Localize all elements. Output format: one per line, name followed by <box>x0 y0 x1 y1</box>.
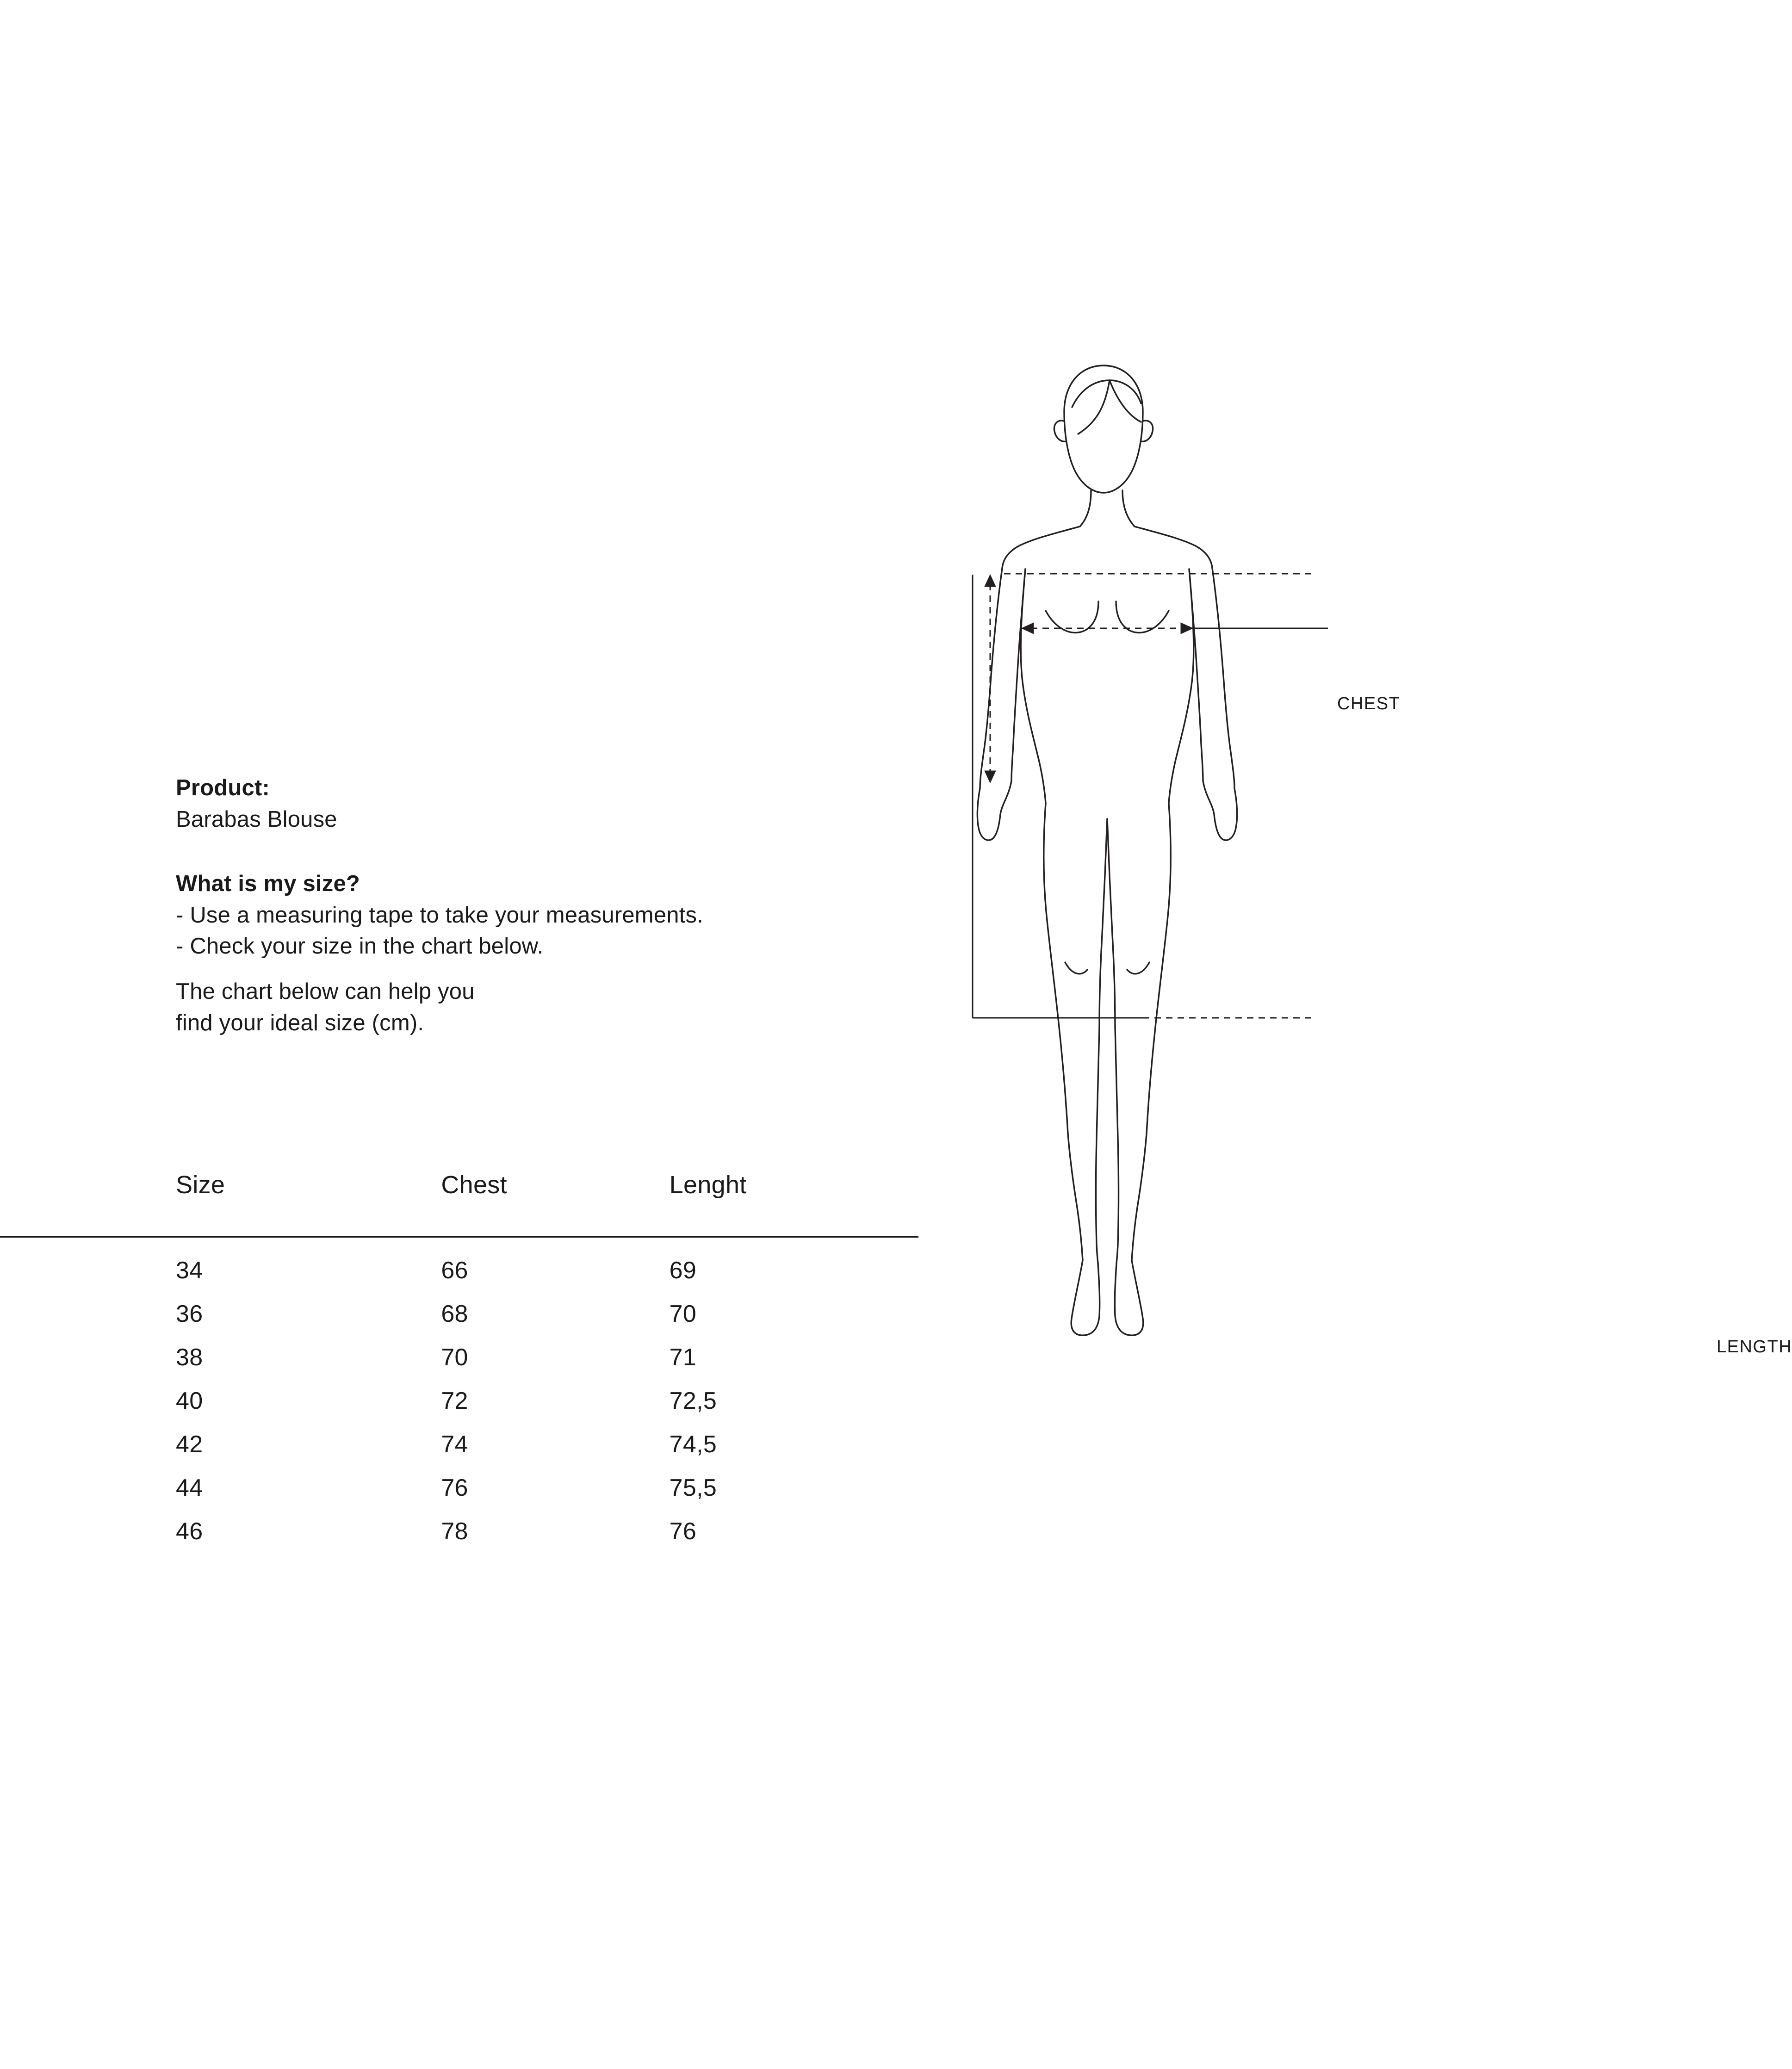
table-header-length: Lenght <box>669 1171 747 1199</box>
cell-length: 76 <box>669 1518 697 1545</box>
shin-left-inner <box>1096 1027 1100 1263</box>
cell-length: 75,5 <box>669 1474 717 1501</box>
knee-left <box>1065 962 1087 974</box>
table-row <box>176 1510 916 1553</box>
cell-size: 44 <box>176 1474 203 1501</box>
cell-length: 72,5 <box>669 1388 717 1414</box>
inner-thigh-right <box>1107 819 1115 1027</box>
measurement-diagram <box>847 352 1792 1629</box>
cell-length: 69 <box>669 1257 697 1284</box>
cell-chest: 68 <box>441 1301 468 1327</box>
head-outline <box>1064 365 1143 493</box>
size-help-heading: What is my size? <box>176 871 360 897</box>
neck-right <box>1122 490 1135 527</box>
torso-right <box>1169 569 1194 803</box>
hand-left <box>977 781 1011 840</box>
cell-chest: 66 <box>441 1257 468 1284</box>
product-info-panel <box>176 773 962 1039</box>
product-name: Barabas Blouse <box>176 806 337 832</box>
size-help-bullet-1: - Use a measuring tape to take your measurements. <box>176 902 704 928</box>
inner-thigh-left <box>1099 819 1107 1027</box>
size-help-note-line-2: find your ideal size (cm). <box>176 1010 424 1035</box>
cell-chest: 76 <box>441 1474 468 1501</box>
cell-size: 42 <box>176 1431 203 1458</box>
spacer <box>176 835 962 868</box>
cell-size: 36 <box>176 1301 203 1327</box>
table-header-chest: Chest <box>441 1171 507 1199</box>
table-row <box>176 1336 916 1379</box>
table-row <box>176 1292 916 1336</box>
leg-left-outer <box>1044 803 1068 1134</box>
neck-left <box>1080 490 1091 527</box>
body-figure-svg <box>847 352 1504 1629</box>
cell-size: 34 <box>176 1257 203 1284</box>
face-line-left <box>1078 380 1110 434</box>
chest-arrow-left <box>1022 623 1034 634</box>
table-row <box>176 1423 916 1466</box>
chest-label: CHEST <box>1337 694 1401 713</box>
foot-right <box>1115 1260 1143 1335</box>
face-line-right <box>1110 380 1141 422</box>
product-label: Product: <box>176 775 270 800</box>
leg-right-outer <box>1147 803 1171 1134</box>
cell-size: 46 <box>176 1518 203 1545</box>
shin-right-inner <box>1115 1027 1119 1263</box>
cell-chest: 78 <box>441 1518 468 1545</box>
shin-left-outer <box>1068 1134 1083 1260</box>
cell-length: 70 <box>669 1301 697 1327</box>
table-header-row <box>176 1171 916 1223</box>
table-row <box>176 1466 916 1510</box>
arm-right-outer <box>1212 568 1234 788</box>
cell-size: 40 <box>176 1388 203 1414</box>
hand-right <box>1203 781 1237 840</box>
cell-length: 74,5 <box>669 1431 717 1458</box>
table-row <box>176 1379 916 1423</box>
cell-chest: 70 <box>441 1344 468 1371</box>
size-help-note-line-1: The chart below can help you <box>176 979 475 1004</box>
shin-right-outer <box>1132 1134 1147 1260</box>
size-help-bullet-2: - Check your size in the chart below. <box>176 934 544 959</box>
length-label: LENGTH <box>1717 1337 1792 1357</box>
arm-left-outer <box>980 568 1002 788</box>
foot-left <box>1071 1260 1099 1335</box>
shoulder-right <box>1135 527 1212 568</box>
shoulder-left <box>1002 527 1080 568</box>
torso-left <box>1021 569 1046 803</box>
size-chart-table <box>176 1171 916 1553</box>
cell-length: 71 <box>669 1344 697 1371</box>
table-row <box>176 1223 916 1292</box>
knee-right <box>1127 962 1149 974</box>
spacer <box>176 962 962 976</box>
length-arrow-top <box>985 575 996 587</box>
cell-chest: 72 <box>441 1388 468 1414</box>
cell-chest: 74 <box>441 1431 468 1458</box>
table-header-size: Size <box>176 1171 225 1199</box>
length-arrow-bottom <box>985 771 996 783</box>
cell-size: 38 <box>176 1344 203 1371</box>
